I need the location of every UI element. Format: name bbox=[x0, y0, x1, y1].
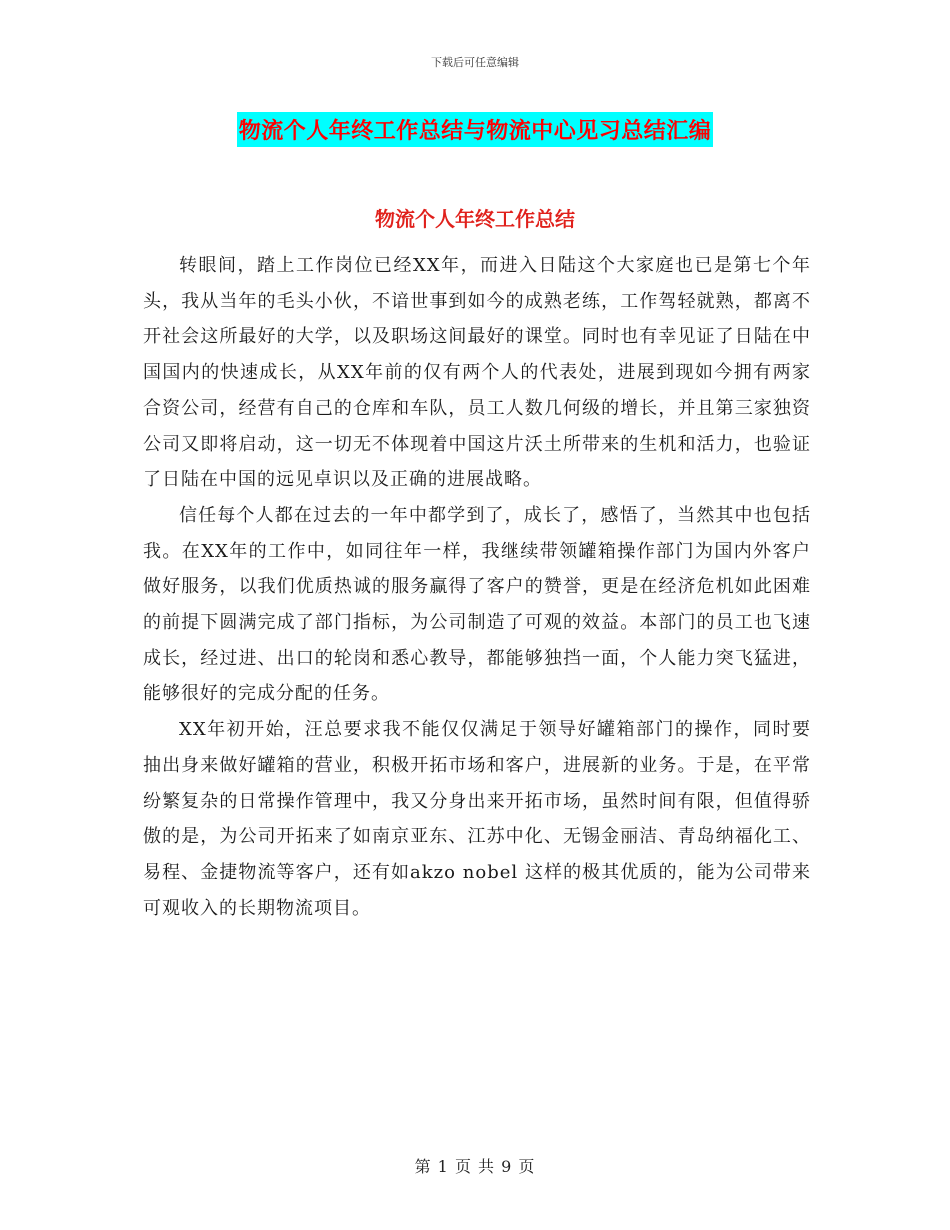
body-paragraph: 信任每个人都在过去的一年中都学到了，成长了，感悟了，当然其中也包括我。在XX年的工作中，如同往年一样，我继续带领罐箱操作部门为国内外客户做好服务，以我们优质热诚的服务赢得了客户的赞誉，更是在经济危机如此困难的前提下圆满完成了部门指标，为公司制造了可观的效益。本部门的员工也飞速成长，经过进、出口的轮岗和悉心教导，都能够独挡一面，个人能力突飞猛进，能够很好的完成分配的任务。 bbox=[143, 504, 811, 705]
body-paragraph: 转眼间，踏上工作岗位已经XX年，而进入日陆这个大家庭也已是第七个年头，我从当年的毛头小伙，不谙世事到如今的成熟老练，工作驾轻就熟，都离不开社会这所最好的大学，以及职场这间最好的课堂。同时也有幸见证了日陆在中国国内的快速成长，从XX年前的仅有两个人的代表处，进展到现如今拥有两家合资公司，经营有自己的仓库和车队，员工人数几何级的增长，并且第三家独资公司又即将启动，这一切无不体现着中国这片沃土所带来的生机和活力，也验证了日陆在中国的远见卓识以及正确的进展战略。 bbox=[143, 255, 811, 491]
document-body bbox=[143, 248, 811, 926]
body-paragraph: XX年初开始，汪总要求我不能仅仅满足于领导好罐箱部门的操作，同时要抽出身来做好罐箱的营业，积极开拓市场和客户，进展新的业务。于是，在平常纷繁复杂的日常操作管理中，我又分身出来开拓市场，虽然时间有限，但值得骄傲的是，为公司开拓来了如南京亚东、江苏中化、无锡金丽洁、青岛纳福化工、易程、金捷物流等客户，还有如akzo nobel 这样的极其优质的，能为公司带来可观收入的长期物流项目。 bbox=[143, 719, 811, 919]
section-title: 物流个人年终工作总结 bbox=[375, 207, 575, 231]
header-note: 下载后可任意编辑 bbox=[431, 56, 519, 69]
document-title-container bbox=[0, 112, 950, 147]
document-title: 物流个人年终工作总结与物流中心见习总结汇编 bbox=[237, 112, 714, 147]
page-footer: 第 1 页 共 9 页 bbox=[414, 1157, 536, 1176]
